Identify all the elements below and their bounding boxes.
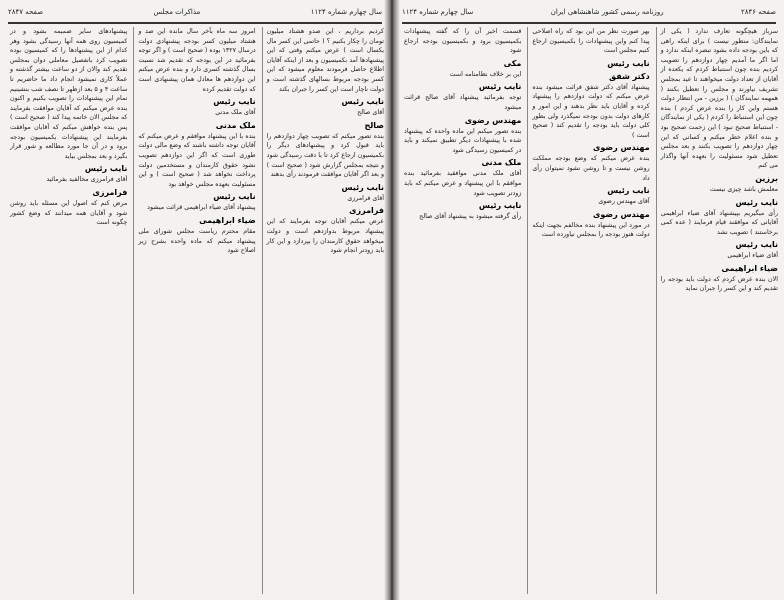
speaker-heading: ضیاء ابراهیمی <box>721 263 778 273</box>
speaker-heading: نایب رئیس <box>341 97 384 107</box>
text-column <box>133 27 255 594</box>
paragraph: بنده تصور میکنم که تصویب چهار دوازدهم را باید قبول کرد و پیشنهادهای دیگر را بکمیسیون ارجاع کرد تا با دقت رسیدگی شود و نتیجه بمجلس گزارش شود ( صحیح است ) و بعد اگر آقایان موافقت فرمودند رأی بدهند <box>266 132 384 179</box>
speaker-heading: نایب رئیس <box>84 164 128 174</box>
left-page <box>0 0 390 600</box>
running-title: مذاکرات مجلس <box>153 8 201 16</box>
right-page <box>394 0 784 600</box>
paragraph: بنده با این پیشنهاد موافقم و عرض میکنم که آقایان توجه داشته باشند که وضع مالی دولت طوری است که اگر این دوازدهم تصویب نشود حقوق کارمندان و مستخدمین دولت پرداخت نخواهد شد ( صحیح است ) و این مسئولیت بعهده مجلس خواهد بود <box>138 132 256 188</box>
paragraph: مقام محترم ریاست مجلس شورای ملی پیشنهاد میکنم که ماده واحده بشرح زیر اصلاح شود <box>138 227 256 255</box>
issue-number: سال چهارم شماره ۱۱۲۴ <box>310 8 382 16</box>
speaker-heading: ملک مدنی <box>481 158 522 168</box>
speaker-heading: مکی <box>503 58 522 68</box>
paragraph: عرض میکنم آقایان توجه بفرمایند که این پیشنهاد مربوط بدوازدهم است و دولت میخواهد حقوق کارمندان را بپردازد و این کار باید زودتر انجام شود <box>266 218 384 255</box>
text-column <box>656 27 778 594</box>
text-column <box>527 27 649 594</box>
running-title: روزنامه رسمی کشور شاهنشاهی ایران <box>550 8 664 16</box>
paragraph: بهر صورت نظر من این بود که راه اصلاحی پیدا کنم واین پیشنهادات را بکمیسیون ارجاع کنیم مجلس است <box>532 28 650 55</box>
paragraph: در مورد این پیشنهاد بنده مخالفم بجهت اینکه دولت هنوز بودجه را بمجلس نیاورده است <box>532 221 650 239</box>
header-rule <box>402 22 776 24</box>
speaker-heading: ضیاء ابراهیمی <box>199 215 256 225</box>
paragraph: آقای مهندس رضوی <box>598 198 650 206</box>
header-rule <box>8 22 382 24</box>
paragraph: رأی میگیریم بپیشنهاد آقای ضیاء ابراهیمی آقایانی که موافقند قیام فرمایند ( عده کمی برخاستند ) تصویب نشد <box>660 209 778 236</box>
paragraph: امروز سه ماه بآخر سال مانده این صد و هشتاد میلیون کسر بودجه پیشنهادی دولت درسال ۱۳۲۷ بوده ( صحیح است ) و اگر توجه بفرمائید در این بودجه که تقدیم شد نسبت بسال گذشته کسری دارد و بنده عرض میکنم این دوازدهم ها معادل همان پیشنهادی است که دولت تقدیم کرده <box>138 28 256 93</box>
paragraph: پیشنهادهای سایر ضمیمه بشود و در کمیسیون روی همه آنها رسیدگی بشود وهر کدام از این پیشنهادها را که کمیسیون بوده تصویب کرد باتفصیل معاملی دوان بمجلس تقدیم کند والان از دو ساعت بیشتر گذشته و عملاً کاری نمیشود انجام داد ما حاضریم تا ساعت ۴ و ۵ بعد ازظهر تا نصف شب بنشینیم تمام این پیشنهادات را تصویب بکنیم و اکنون بنده عرض میکنم که آقایان موافقت بفرمایند که مجلس الان خاتمه پیدا کند ( صحیح است ) پس بنده خواهش میکنم که آقایان موافقت بفرمایند این پیشنهادات بکمیسیون بودجه برود و در آن جا مورد مطالعه و شور قرار بگیرد و بعد بمجلس بیاید <box>10 28 128 160</box>
text-column <box>400 27 521 594</box>
speaker-heading: مهندس رضوی <box>593 143 650 153</box>
right-page-columns <box>400 27 778 594</box>
text-column <box>262 27 384 594</box>
text-column <box>6 27 127 594</box>
speaker-heading: نایب رئیس <box>478 201 522 211</box>
paragraph: بنده تصور میکنم این ماده واحده که پیشنهاد شده با پیشنهادات دیگر تطبیق نمیکند و باید در کمیسیون رسیدگی شود <box>404 127 522 154</box>
paragraph: آقای ضیاء ابراهیمی <box>727 252 778 260</box>
speaker-heading: نایب رئیس <box>607 58 650 68</box>
speaker-heading: فرامرزی <box>349 206 384 216</box>
paragraph: توجه بفرمائید پیشنهاد آقای صالح قرائت میشود <box>404 94 522 111</box>
speaker-heading: نایب رئیس <box>213 192 256 202</box>
page-number: صفحه ۲۸۴۷ <box>8 8 44 16</box>
left-page-columns <box>6 27 384 594</box>
paragraph: قسمت اخیر آن را که گفته پیشنهادات بکمیسیون برود و بکمیسیون بودجه ارجاع شود <box>404 28 522 55</box>
right-page-header <box>402 5 776 19</box>
speaker-heading: نایب رئیس <box>341 182 384 192</box>
paragraph: آقای فرامرزی مخالفید بفرمائید <box>46 176 128 184</box>
paragraph: آقای ملک مدنی <box>215 109 256 117</box>
speaker-heading: نایب رئیس <box>478 82 522 92</box>
page-number: صفحه ۲۸۴۶ <box>740 8 776 16</box>
speaker-heading: نایب رئیس <box>735 197 778 207</box>
speaker-heading: دکتر شفق <box>609 71 650 81</box>
speaker-heading: فرامرزی <box>92 187 128 197</box>
paragraph: معلمش باشد چیزی نیست <box>709 185 778 193</box>
speaker-heading: برزین <box>755 173 778 183</box>
paragraph: آقای صالح <box>357 109 384 117</box>
issue-number: سال چهارم شماره ۱۱۲۴ <box>402 8 474 16</box>
paragraph: آقای فرامرزی <box>347 194 384 202</box>
paragraph: پیشنهاد آقای ضیاء ابراهیمی قرائت میشود <box>147 204 256 212</box>
paragraph: این بر خلاف نظامنامه است <box>449 70 522 78</box>
paragraph: سرباز هیچگونه تعارف ندارد ( یکی از نمایندگان: منظور نیست ) برای اینکه راهی که باین بودجه داده بشود تبصره اینکه ندارد و اما اگر ما آمدیم چهار دوازدهم را تصویب کردیم بنده چون استنباط کردم که یکعده از آقایان از تعداد دولت میخواهند تا عید بمجلس تشریف نیاورند و مجلس را تعطیل بکنند ( همهمه نمایندگان ) ( برزین - من انتظار دولت هستم واین کار را بنده عرض کردم ) بنده چون این استنباط را کردم ( یکی از نمایندگان - استنباط صحیح نبود ) این زحمت صحیح بود و بنده اعلام خطر میکنم و کسانی که این چهار دوازدهم را تصویب بکنند و بعد مجلس تعطیل شود مسئولیت را بعهده آنها واگذار می کنم <box>660 28 778 170</box>
speaker-heading: صالح <box>364 120 384 130</box>
paragraph: الان بنده عرض کردم که دولت باید بودجه را تقدیم کند و این کسر را جبران نماید <box>660 275 778 293</box>
paragraph: کردیم برداریم ، این صدو هشتاد میلیون تومان را چکار بکنیم ؟ ( حاتمی این کسر مال یکسال است ) عرض میکنم وقتی که این پیشنهادها آمد بکمیسیون و بعد از اینکه آقایان اطلاع حاصل فرمودند معلوم میشود که این کسر بودجه مربوط بسالهای گذشته است و دولت ناچار است این کسر را جبران بکند <box>266 28 384 93</box>
paragraph: آقای ملک مدنی موافقید بفرمائید بنده موافقم با این پیشنهاد و عرض میکنم که باید زودتر تصویب شود <box>404 170 522 197</box>
speaker-heading: ملک مدنی <box>215 120 256 130</box>
paragraph: پیشنهاد آقای دکتر شفق قرائت میشود بنده عرض میکنم که دولت دوازدهم را پیشنهاد کرده و آقایان باید نظر بدهند و این امور و کارهای دولت بدون بودجه نمیگذرد ولی بطور کلی دولت باید بودجه را تقدیم کند ( صحیح است ) <box>532 83 650 139</box>
paragraph: مرض کنم که اصول این مسئله باید روشن شود و آقایان همه میدانند که وضع کشور چگونه است <box>10 199 128 227</box>
book-binding-gutter <box>384 0 400 600</box>
left-page-header <box>8 5 382 19</box>
speaker-heading: نایب رئیس <box>213 97 256 107</box>
speaker-heading: مهندس رضوی <box>593 209 650 219</box>
speaker-heading: نایب رئیس <box>607 186 650 196</box>
paragraph: بنده عرض میکنم که وضع بودجه مملکت روشن نیست و تا روشن نشود نمیتوان رأی داد <box>532 155 650 182</box>
paragraph: رأی گرفته میشود به پیشنهاد آقای صالح <box>419 213 522 221</box>
speaker-heading: نایب رئیس <box>735 240 778 250</box>
speaker-heading: مهندس رضوی <box>464 115 522 125</box>
